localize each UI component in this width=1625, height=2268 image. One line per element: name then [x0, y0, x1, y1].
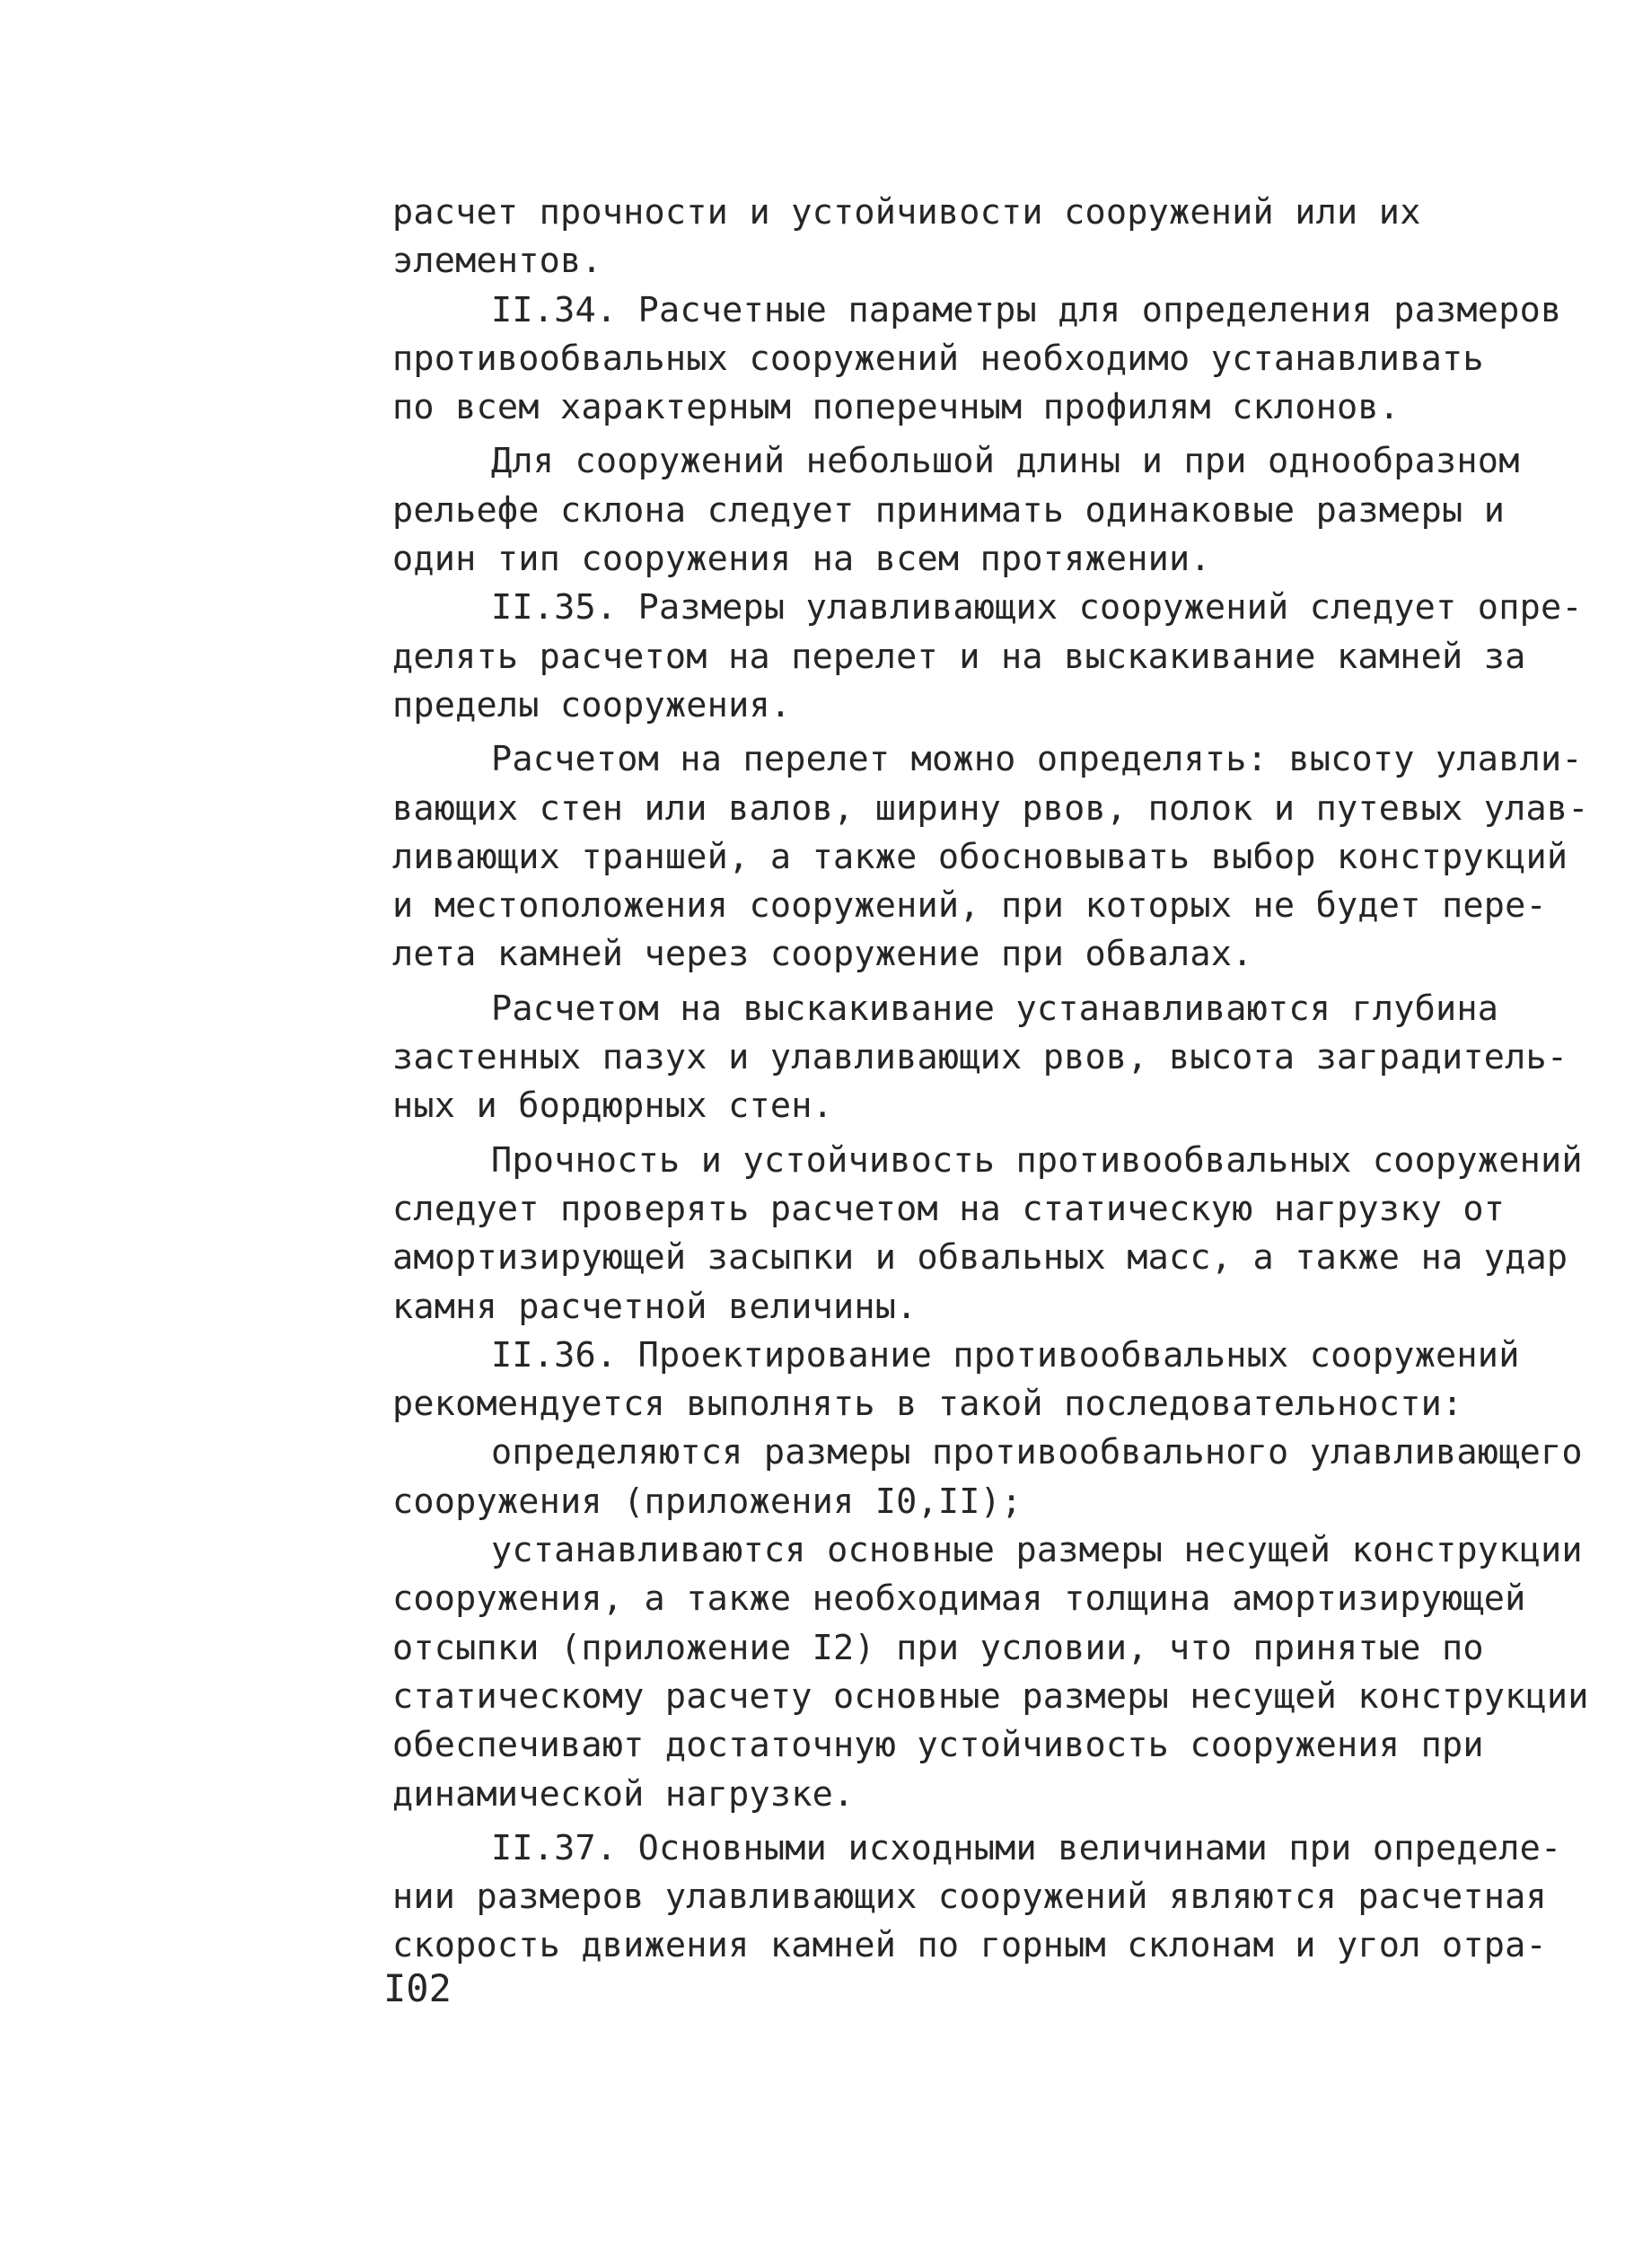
text-line: динамической нагрузке.: [392, 1773, 855, 1815]
text-line: следует проверять расчетом на статическую нагрузку от: [392, 1188, 1506, 1229]
text-line: нии размеров улавливающих сооружений являются расчетная: [392, 1877, 1547, 1918]
text-line: пределы сооружения.: [392, 684, 792, 725]
paragraph-start-line: Расчетом на выскакивание устанавливаются глубина: [491, 988, 1499, 1029]
paragraph-start-line: Прочность и устойчивость противообвальных сооружений: [491, 1139, 1583, 1181]
text-line: ливающих траншей, а также обосновывать выбор конструкций: [392, 836, 1568, 877]
paragraph-start-line: определяются размеры противообвального улавливающего: [491, 1432, 1583, 1473]
paragraph-start-line: II.37. Основными исходными величинами при определе-: [491, 1827, 1562, 1868]
text-line: обеспечивают достаточную устойчивость сооружения при: [392, 1725, 1484, 1766]
text-line: сооружения, а также необходимая толщина амортизирующей: [392, 1578, 1526, 1620]
text-line: амортизирующей засыпки и обвальных масс, а также на удар: [392, 1237, 1568, 1279]
page-number: I02: [383, 1966, 452, 2010]
paragraph-start-line: устанавливаются основные размеры несущей конструкции: [491, 1530, 1583, 1571]
text-line: отсыпки (приложение I2) при условии, что принятые по: [392, 1627, 1484, 1668]
text-line: вающих стен или валов, ширину рвов, полок и путевых улав-: [392, 787, 1589, 829]
text-line: по всем характерным поперечным профилям склонов.: [392, 387, 1401, 428]
text-line: и местоположения сооружений, при которых не будет пере-: [392, 885, 1547, 927]
paragraph-start-line: Расчетом на перелет можно определять: высоту улавли-: [491, 739, 1583, 780]
paragraph-start-line: II.36. Проектирование противообвальных сооружений: [491, 1334, 1520, 1376]
text-line: статическому расчету основные размеры несущей конструкции: [392, 1675, 1589, 1717]
paragraph-start-line: II.35. Размеры улавливающих сооружений следует опре-: [491, 587, 1583, 629]
text-line: сооружения (приложения I0,II);: [392, 1481, 1023, 1522]
paragraph-start-line: II.34. Расчетные параметры для определения размеров: [491, 289, 1562, 330]
text-line: рекомендуется выполнять в такой последовательности:: [392, 1384, 1463, 1425]
paragraph-start-line: Для сооружений небольшой длины и при однообразном: [491, 441, 1520, 482]
body-text: [392, 189, 1589, 1971]
text-line: делять расчетом на перелет и на выскакивание камней за: [392, 636, 1526, 677]
text-line: один тип сооружения на всем протяжении.: [392, 539, 1211, 580]
text-line: скорость движения камней по горным склонам и угол отра-: [392, 1925, 1547, 1966]
text-line: рельефе склона следует принимать одинаковые размеры и: [392, 489, 1506, 531]
text-line: ных и бордюрных стен.: [392, 1086, 833, 1127]
text-line: застенных пазух и улавливающих рвов, высота заградитель-: [392, 1037, 1568, 1078]
text-line: противообвальных сооружений необходимо устанавливать: [392, 338, 1484, 379]
text-line: расчет прочности и устойчивости сооружений или их: [392, 192, 1421, 233]
text-line: элементов.: [392, 241, 602, 282]
text-line: камня расчетной величины.: [392, 1286, 918, 1327]
text-line: лета камней через сооружение при обвалах.: [392, 934, 1253, 975]
